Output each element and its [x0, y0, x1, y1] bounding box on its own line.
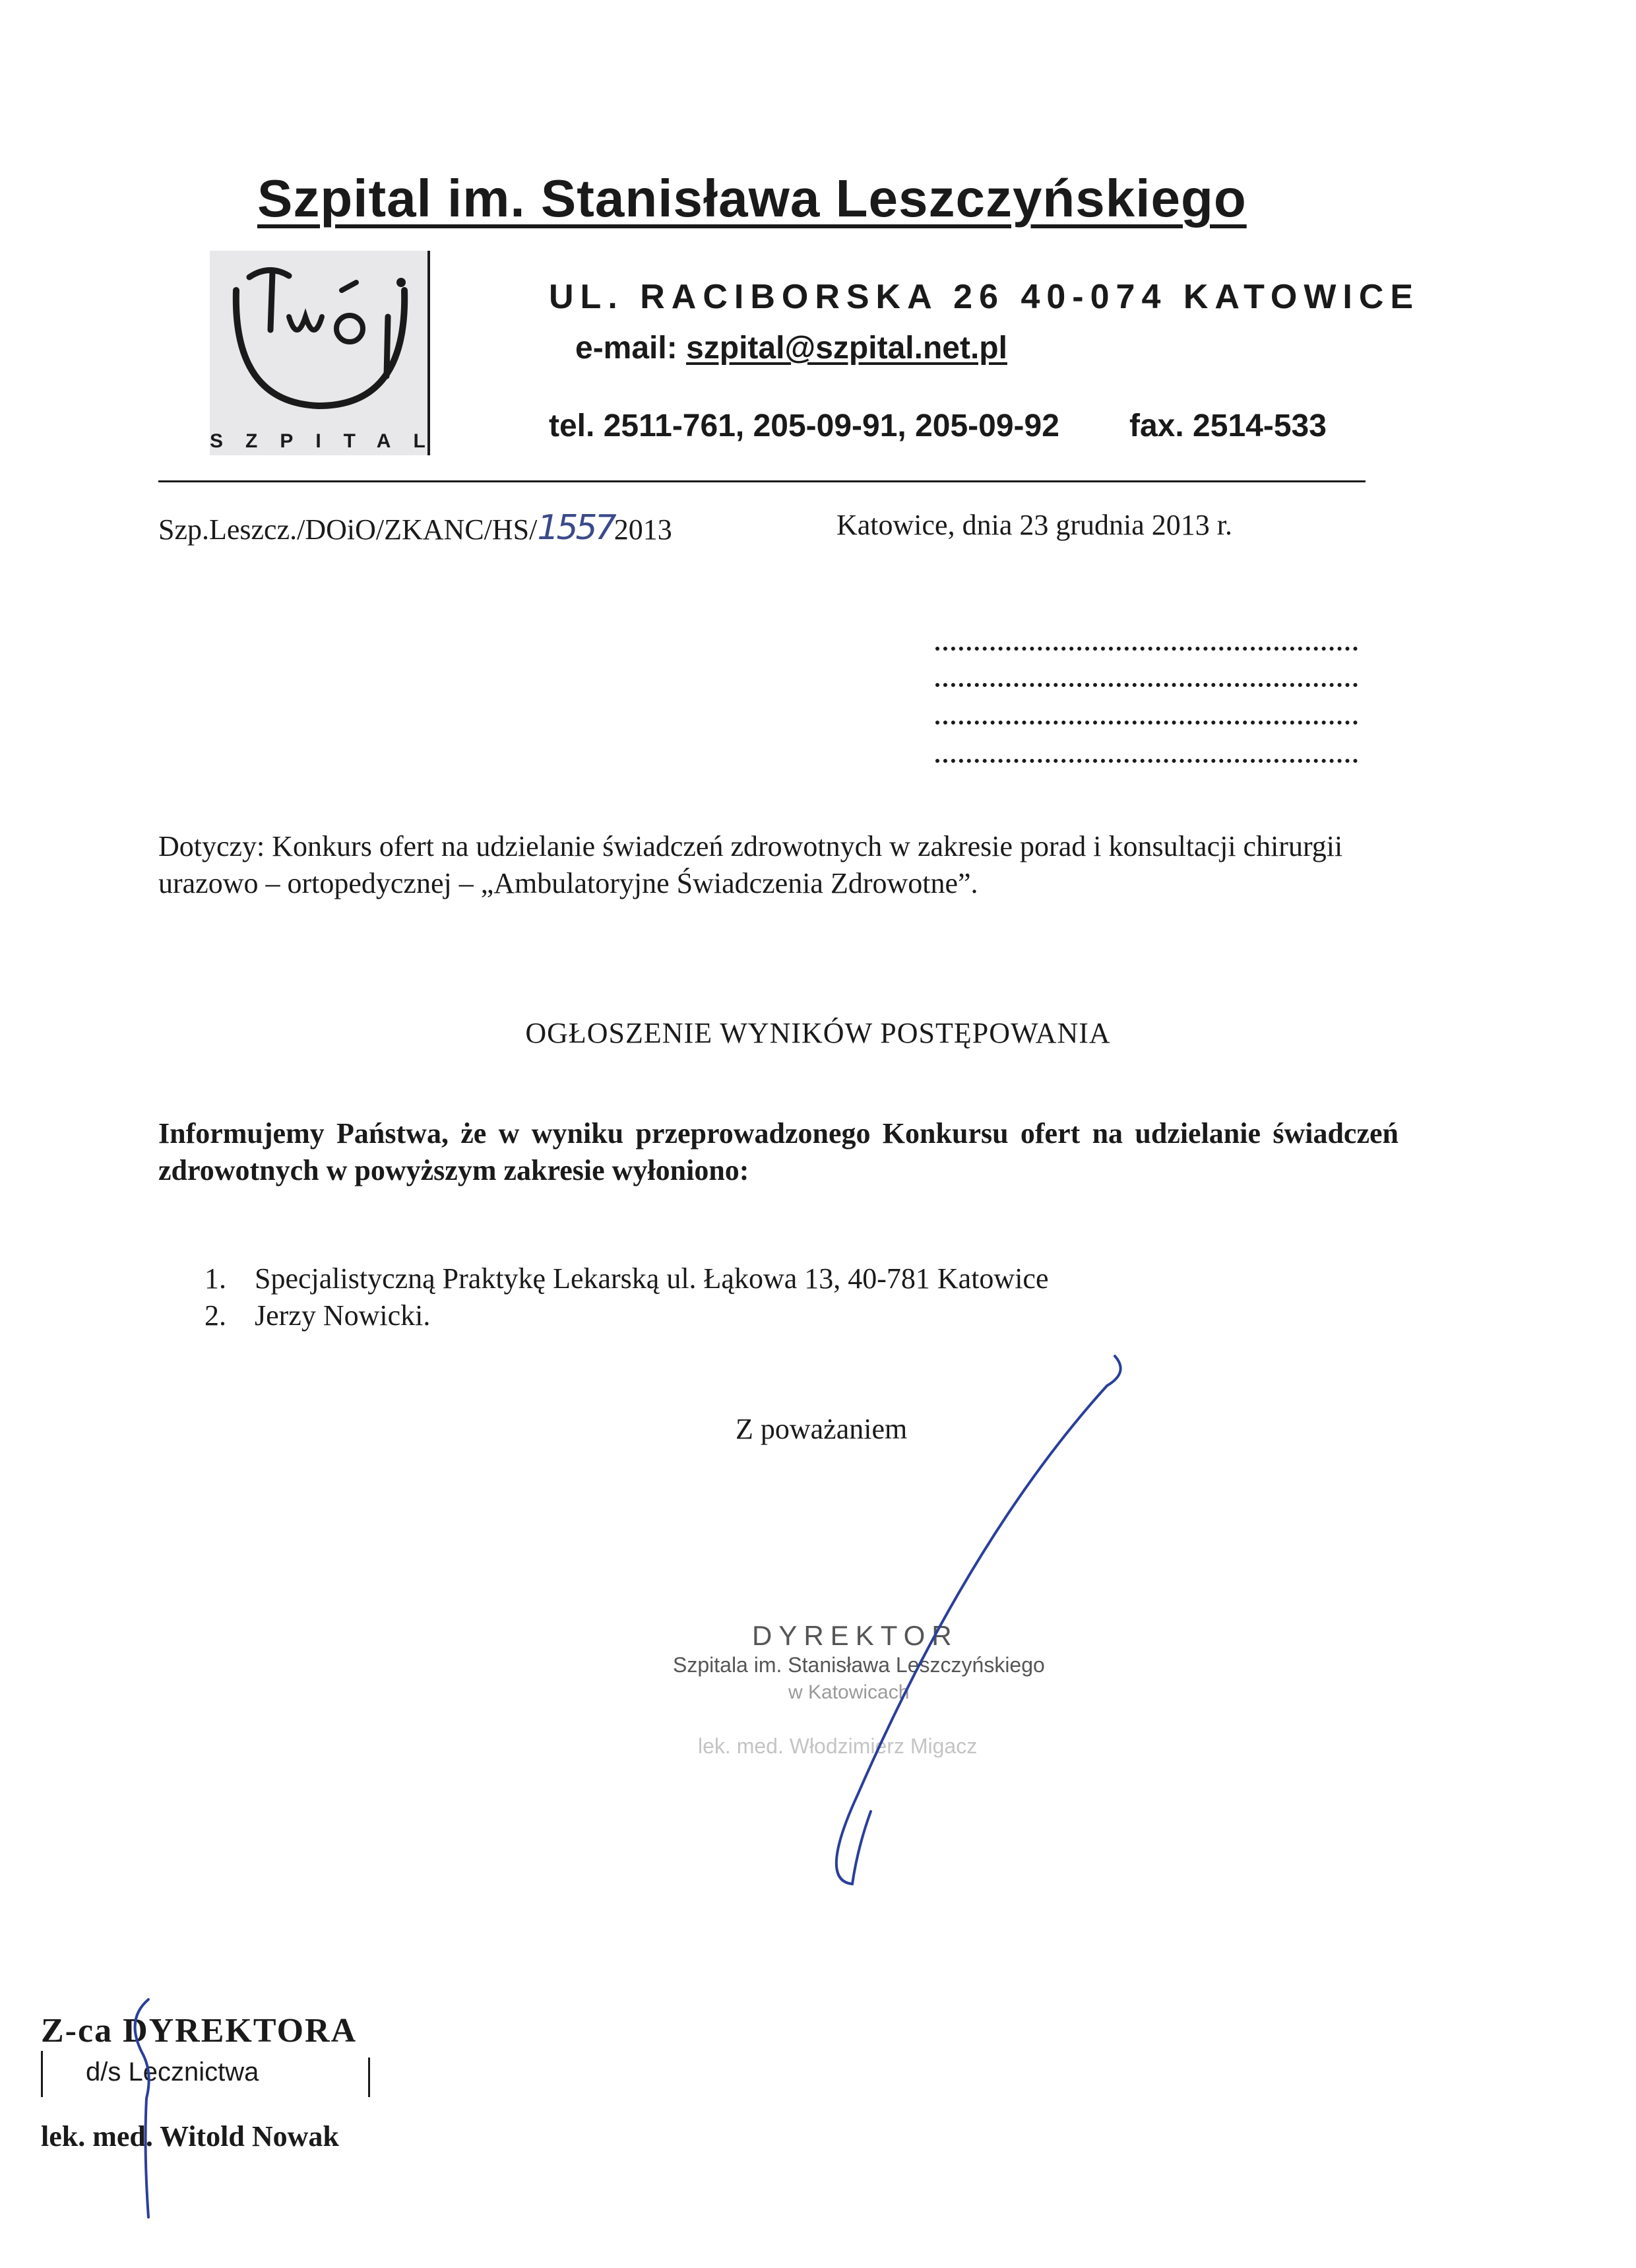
list-item-number: 1.	[204, 1262, 226, 1295]
list-item-number: 2.	[204, 1299, 226, 1332]
director-stamp-title: DYREKTOR	[752, 1620, 959, 1651]
date-line: Katowice, dnia 23 grudnia 2013 r.	[836, 509, 1232, 541]
deputy-stamp-title: Z-ca DYREKTORA	[41, 2012, 358, 2050]
intro-paragraph: Informujemy Państwa, że w wyniku przeprowadzonego Konkursu ofert na udzielanie świadczeń zdrowotnych w powyższym zakresie wyłoniono:	[158, 1117, 1399, 1186]
subject-paragraph: Dotyczy: Konkurs ofert na udzielanie świadczeń zdrowotnych w zakresie porad i konsultacji chirurgii urazowo – ortopedycznej – „Ambulatoryjne Świadczenia Zdrowotne”.	[158, 830, 1343, 899]
closing-salutation: Z poważaniem	[736, 1413, 908, 1445]
hospital-title: Szpital im. Stanisława Leszczyńskiego	[257, 169, 1247, 228]
reference-prefix: Szp.Leszcz./DOiO/ZKANC/HS/	[158, 513, 538, 546]
director-signature	[836, 1356, 1121, 1884]
email-label: e-mail:	[575, 331, 677, 366]
director-stamp-hospital: Szpitala im. Stanisława Leszczyńskiego	[673, 1653, 1045, 1677]
list-item-text: Jerzy Nowicki.	[255, 1299, 431, 1332]
deputy-stamp-department: d/s Lecznictwa	[86, 2057, 259, 2087]
hospital-address: UL. RACIBORSKA 26 40-074 KATOWICE	[549, 278, 1420, 316]
fax-number: fax. 2514-533	[1129, 408, 1327, 443]
reference-handwritten-number: 1557	[537, 508, 614, 548]
email-link[interactable]: szpital@szpital.net.pl	[686, 331, 1007, 366]
logo-label: SZPITAL	[210, 430, 448, 452]
deputy-signature	[135, 1999, 149, 2217]
director-stamp-city: w Katowicach	[788, 1681, 910, 1703]
director-stamp-name: lek. med. Włodzimierz Migacz	[698, 1734, 978, 1758]
deputy-stamp-name: lek. med. Witold Nowak	[41, 2120, 339, 2153]
phone-numbers: tel. 2511-761, 205-09-91, 205-09-92	[549, 408, 1059, 443]
reference-suffix: 2013	[614, 513, 672, 546]
announcement-heading: OGŁOSZENIE WYNIKÓW POSTĘPOWANIA	[525, 1017, 1111, 1049]
list-item-text: Specjalistyczną Praktykę Lekarską ul. Łąkowa 13, 40-781 Katowice	[255, 1262, 1049, 1295]
